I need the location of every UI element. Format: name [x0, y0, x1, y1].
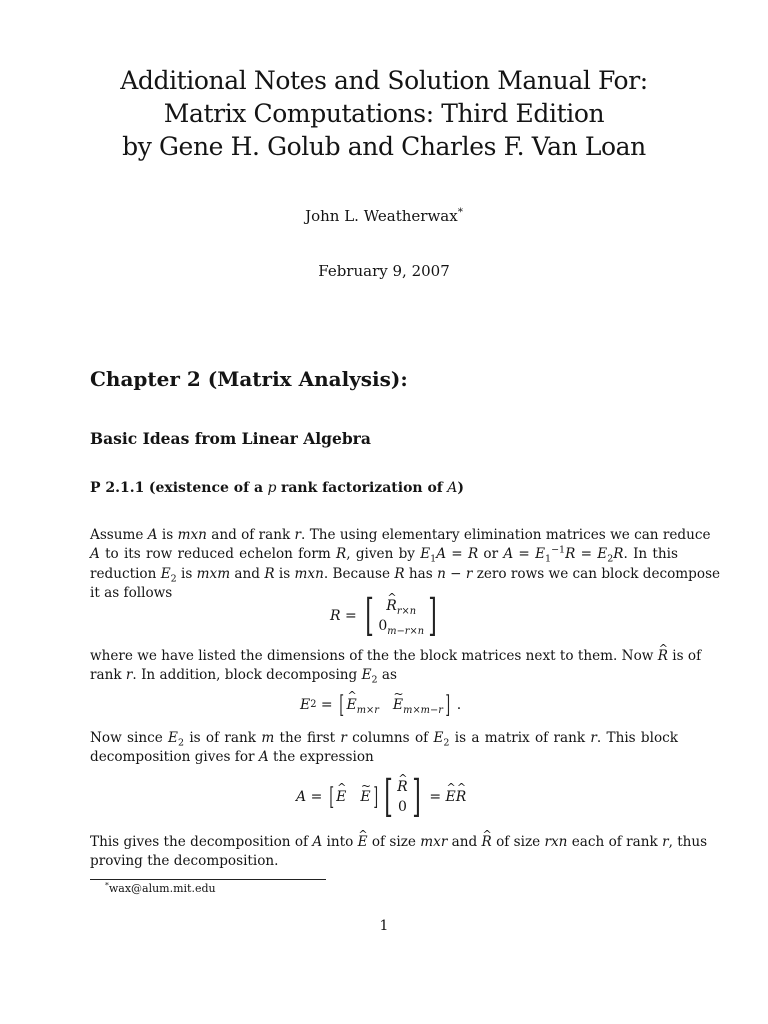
- footnote-rule: [90, 879, 326, 880]
- paragraph-1: Assume A is mxn and of rank r. The using elementary elimination matrices we can reduce A to its row reduced echelon form R, given by $E_1A = R$ or $A = E_1^{-1}R = E_2R$. In this reduction $E_2$ is mxm and R is mxn. Because R has n − r zero rows we can block decompose it as follows: [90, 527, 721, 601]
- problem-var-p: p: [267, 480, 277, 496]
- equation-e2-block: E 2 = [ ^ $E_{m\times r}$ ~ $E_{m\times m-r}$ ] .: [300, 693, 461, 717]
- equation-r-block: R = [ ^ $R_{r\times n}$ $0_{m-r\times n}$ ]: [330, 594, 441, 638]
- author-name: John L. Weatherwax: [305, 207, 458, 225]
- title-line-3: by Gene H. Golub and Charles F. Van Loan: [122, 132, 646, 161]
- footnote-email: wax@alum.mit.edu: [108, 882, 216, 895]
- section-heading: Basic Ideas from Linear Algebra: [90, 429, 371, 448]
- chapter-heading: Chapter 2 (Matrix Analysis):: [90, 367, 408, 391]
- author-footnote-mark: *: [457, 206, 463, 218]
- problem-close: ): [457, 480, 465, 496]
- problem-text-a: (existence of a: [148, 480, 264, 496]
- equation-a-factorization: A = [ ^ E ~ E ] [ ^ R 0 ] = ^ E ^ R: [296, 775, 466, 819]
- title-line-1: Additional Notes and Solution Manual For:: [120, 66, 648, 95]
- page-number: 1: [379, 918, 389, 934]
- problem-text-b: rank factorization of: [280, 480, 443, 496]
- paragraph-2: where we have listed the dimensions of the the block matrices next to them. Now ^ R is of rank r. In addition, block decomposing $E_2$ as: [90, 647, 678, 686]
- paragraph-3: Now since $E_2$ is of rank m the first r columns of $E_2$ is a matrix of rank r. This block decomposition gives for A the expression: [90, 730, 679, 766]
- footnote: [105, 882, 216, 895]
- problem-label: P 2.1.1: [90, 480, 145, 496]
- date: February 9, 2007: [318, 262, 450, 280]
- author: [0, 207, 768, 225]
- title-line-2: Matrix Computations: Third Edition: [163, 99, 605, 128]
- problem-heading: [90, 480, 464, 496]
- problem-var-a: A: [447, 480, 458, 496]
- paragraph-4: This gives the decomposition of A into ^ E of size mxr and ^ R of size rxn each of rank r, thus proving the decomposition.: [90, 833, 678, 872]
- footnote-mark: *: [105, 880, 109, 890]
